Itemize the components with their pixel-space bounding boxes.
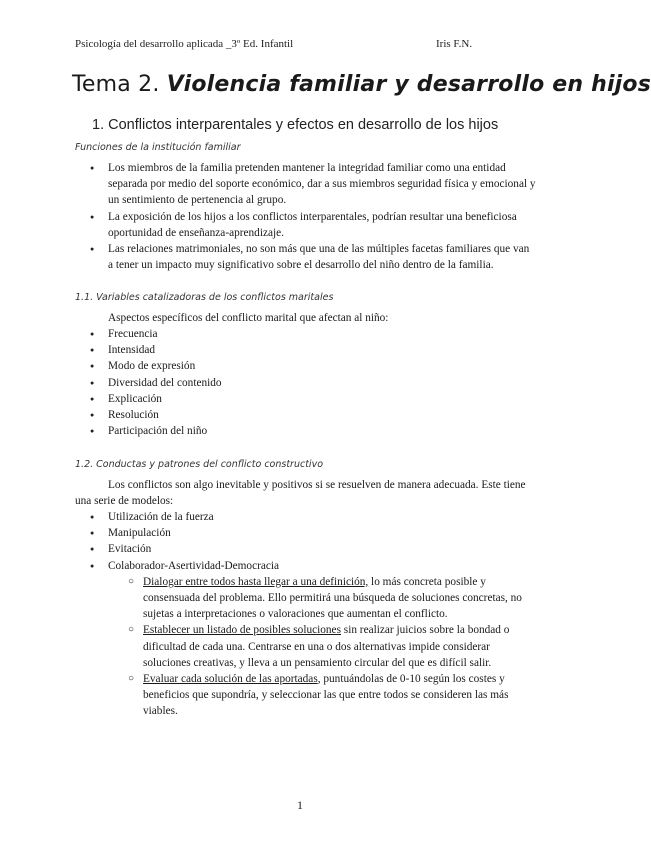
step-title: Establecer un listado de posibles soluciones xyxy=(143,624,341,637)
title-prefix: Tema 2. xyxy=(72,72,160,97)
list-item: ● Los miembros de la familia pretenden mantener la integridad familiar como una entidad separada por medio del soporte económico, dar a sus miembros seguridad física y emocional y un sentimiento de pertenencia al grupo. xyxy=(90,160,536,209)
step-title: Evaluar cada solución de las aportadas xyxy=(143,673,318,686)
functions-list xyxy=(90,160,536,273)
collaborative-steps-list xyxy=(128,574,536,720)
list-item xyxy=(128,574,536,623)
list-item: ● Modo de expresión xyxy=(90,358,390,374)
list-item: ● Frecuencia xyxy=(90,326,390,342)
list-item: ● Manipulación xyxy=(90,525,536,541)
list-item xyxy=(90,558,536,720)
page-number: 1 xyxy=(297,798,303,812)
section-1-heading: 1. Conflictos interparentales y efectos en desarrollo de los hijos xyxy=(92,117,499,133)
list-item: ● Resolución xyxy=(90,407,390,423)
page-title xyxy=(72,72,651,97)
list-item xyxy=(128,671,536,720)
list-item: ● La exposición de los hijos a los conflictos interparentales, podrían resultar una beneficiosa oportunidad de enseñanza-aprendizaje. xyxy=(90,209,536,241)
list-item xyxy=(128,622,536,671)
list-item: ● Utilización de la fuerza xyxy=(90,509,536,525)
list-item: ● Evitación xyxy=(90,541,536,557)
functions-subheading: Funciones de la institución familiar xyxy=(75,142,241,153)
section-1-1-intro: Aspectos específicos del conflicto marital que afectan al niño: xyxy=(108,312,389,324)
section-1-2-heading: 1.2. Conductas y patrones del conflicto constructivo xyxy=(75,459,324,470)
header-author: Iris F.N. xyxy=(436,38,473,50)
variables-list xyxy=(90,326,390,439)
title-main: Violencia familiar y desarrollo en hijos xyxy=(166,72,651,97)
list-item: ● Explicación xyxy=(90,391,390,407)
step-title: Dialogar entre todos hasta llegar a una definición, xyxy=(143,575,369,588)
model-label: Colaborador-Asertividad-Democracia xyxy=(108,559,280,572)
models-list xyxy=(90,509,536,720)
step-text: sin realizar juicios sobre la bondad o dificultad de cada una. Centrarse en una o dos alternativas impide considerar soluciones creativas, y lleva a un pensamiento circular del que es difícil salir. xyxy=(143,624,510,669)
list-item: ● Intensidad xyxy=(90,342,390,358)
list-item: ● Diversidad del contenido xyxy=(90,375,390,391)
section-1-2-intro: Los conflictos son algo inevitable y positivos si se resuelven de manera adecuada. Este tiene una serie de modelos: xyxy=(75,479,526,508)
step-text: , puntuándolas de 0-10 según los costes y beneficios que supondría, y seleccionar las que entre todos se consideren las más viables. xyxy=(143,673,509,718)
step-text: lo más concreta posible y consensuada del problema. Ello permitirá una búsqueda de soluciones concretas, no sujetas a interpretaciones o valoraciones que aumentan el conflicto. xyxy=(143,575,522,621)
list-item: ● Participación del niño xyxy=(90,423,390,439)
header-course: Psicología del desarrollo aplicada _3º Ed. Infantil xyxy=(75,38,294,50)
section-1-1-heading: 1.1. Variables catalizadoras de los conflictos maritales xyxy=(75,292,334,303)
list-item: ● Las relaciones matrimoniales, no son más que una de las múltiples facetas familiares que van a tener un impacto muy significativo sobre el desarrollo del niño dentro de la familia. xyxy=(90,241,536,273)
